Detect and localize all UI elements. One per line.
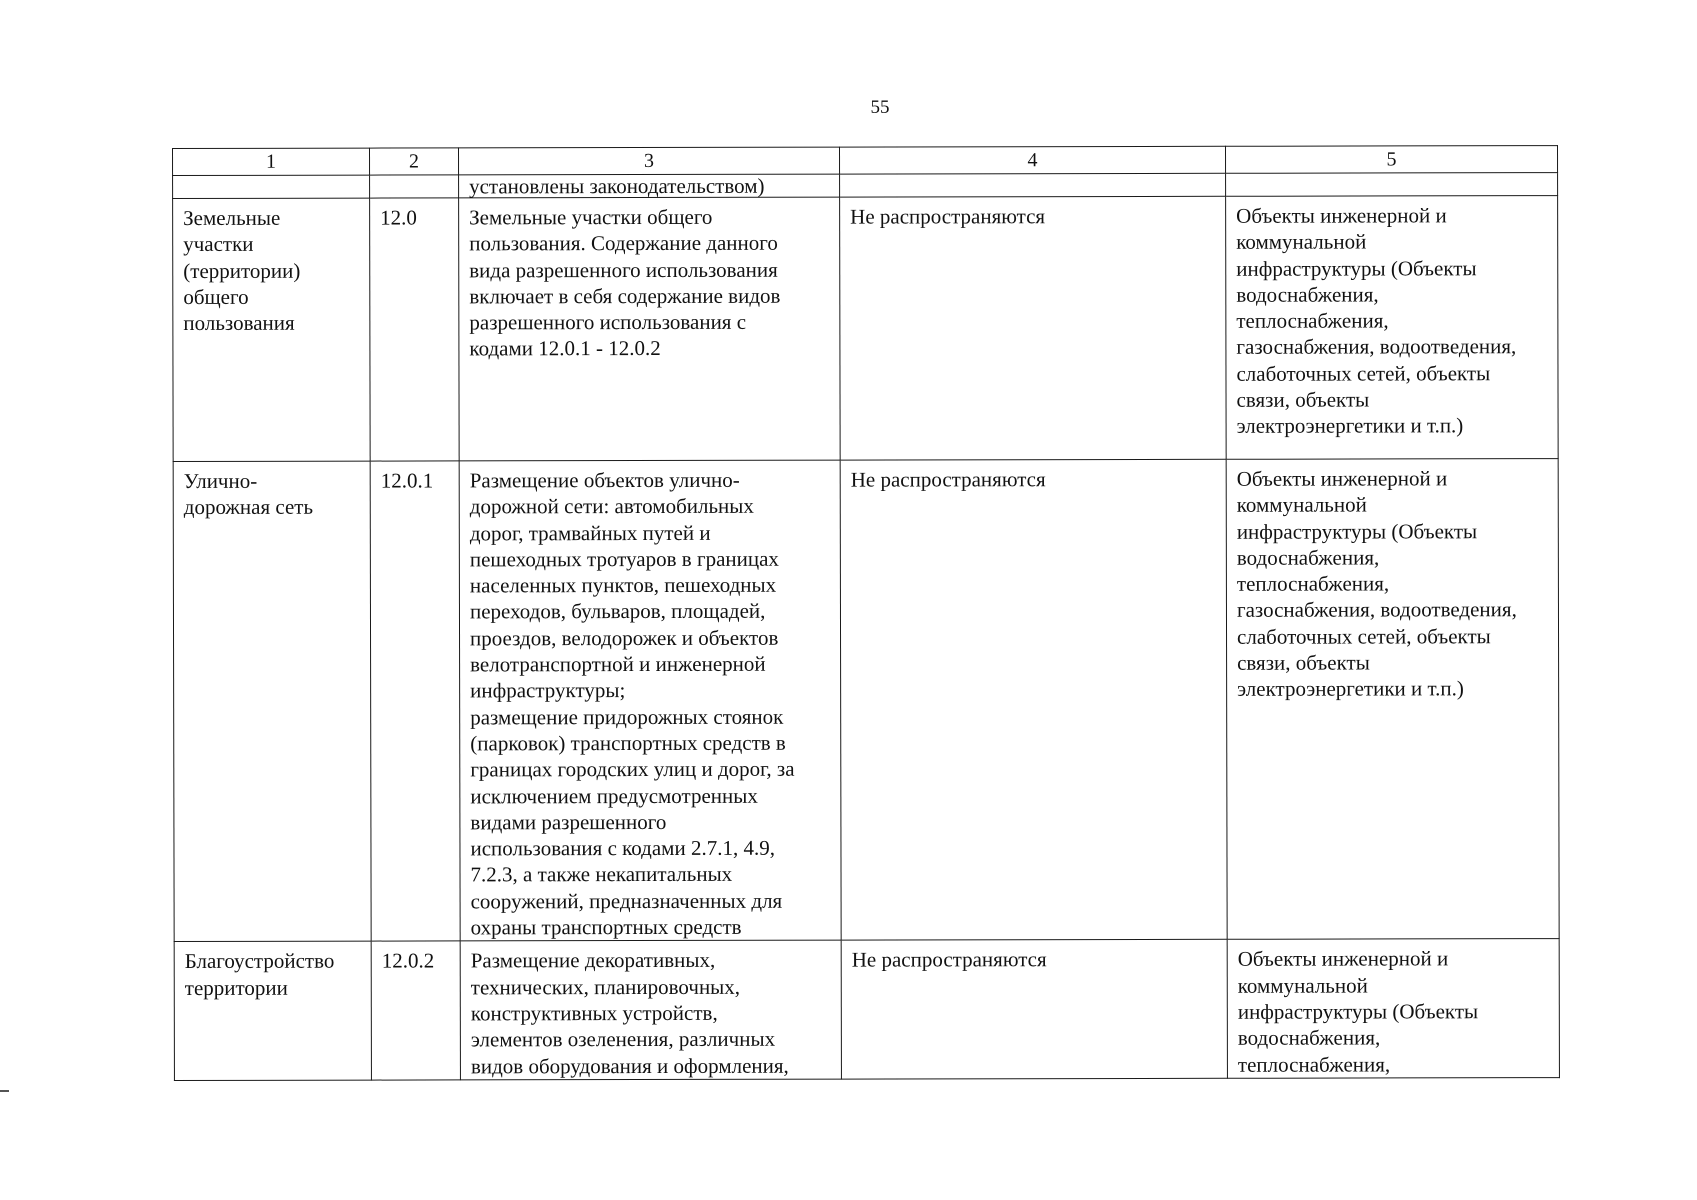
land-use-code: 12.0.1 [370, 461, 460, 942]
page-number: 55 [870, 97, 890, 118]
land-use-limits: Не распространяются [841, 940, 1227, 1079]
continuation-cell-2 [370, 175, 459, 198]
land-use-code: 12.0 [370, 198, 460, 461]
land-use-name: Улично- дорожная сеть [173, 461, 371, 942]
scan-margin-mark [0, 1090, 9, 1092]
continuation-cell-3: установлены законодательством) [459, 174, 840, 198]
table-header-row [173, 146, 1558, 176]
continuation-cell-1 [173, 175, 370, 198]
table-row [173, 196, 1559, 462]
column-header-2: 2 [370, 148, 459, 175]
table-row [173, 459, 1559, 942]
land-use-description: Земельные участки общего пользования. Содержание данного вида разрешенного использования включает в себя содержание видов разрешенного использования с кодами 12.0.1 - 12.0.2 [459, 197, 841, 461]
continuation-cell-5 [1226, 173, 1558, 197]
land-use-limits: Не распространяются [840, 459, 1227, 940]
land-use-table [172, 145, 1560, 1081]
column-header-3: 3 [459, 147, 840, 175]
land-use-name: Благоустройство территории [174, 941, 371, 1080]
land-use-limits: Не распространяются [840, 196, 1227, 460]
land-use-objects: Объекты инженерной и коммунальной инфраструктуры (Объекты водоснабжения, теплоснабжения, газоснабжения, водоотведения, слаботочных сетей, объекты связи, объекты электроэнергетики и т.п.) [1226, 196, 1559, 460]
land-use-name: Земельные участки (территории) общего пользования [173, 198, 371, 461]
table-row [174, 939, 1559, 1080]
column-header-4: 4 [839, 146, 1225, 174]
land-use-code: 12.0.2 [371, 941, 460, 1080]
continuation-row [173, 173, 1558, 199]
land-use-description: Размещение объектов улично- дорожной сети: автомобильных дорог, трамвайных путей и пешеходных тротуаров в границах населенных пунктов, пешеходных переходов, бульваров, площадей, проездов, велодорожек и объектов велотранспортной и инженерной инфраструктуры; размещение придорожных стоянок (парковок) транспортных средств в границах городских улиц и дорог, за исключением предусмотренных видами разрешенного использования с кодами 2.7.1, 4.9, 7.2.3, а также некапитальных сооружений, предназначенных для охраны транспортных средств [459, 460, 841, 941]
land-use-description: Размещение декоративных, технических, планировочных, конструктивных устройств, элементов озеленения, различных видов оборудования и оформления, [460, 940, 841, 1079]
column-header-1: 1 [173, 148, 370, 175]
land-use-objects: Объекты инженерной и коммунальной инфраструктуры (Объекты водоснабжения, теплоснабжения, газоснабжения, водоотведения, слаботочных сетей, объекты связи, объекты электроэнергетики и т.п.) [1226, 459, 1559, 940]
land-use-objects: Объекты инженерной и коммунальной инфраструктуры (Объекты водоснабжения, теплоснабжения, [1227, 939, 1559, 1078]
continuation-cell-4 [840, 173, 1226, 197]
column-header-5: 5 [1225, 146, 1557, 174]
